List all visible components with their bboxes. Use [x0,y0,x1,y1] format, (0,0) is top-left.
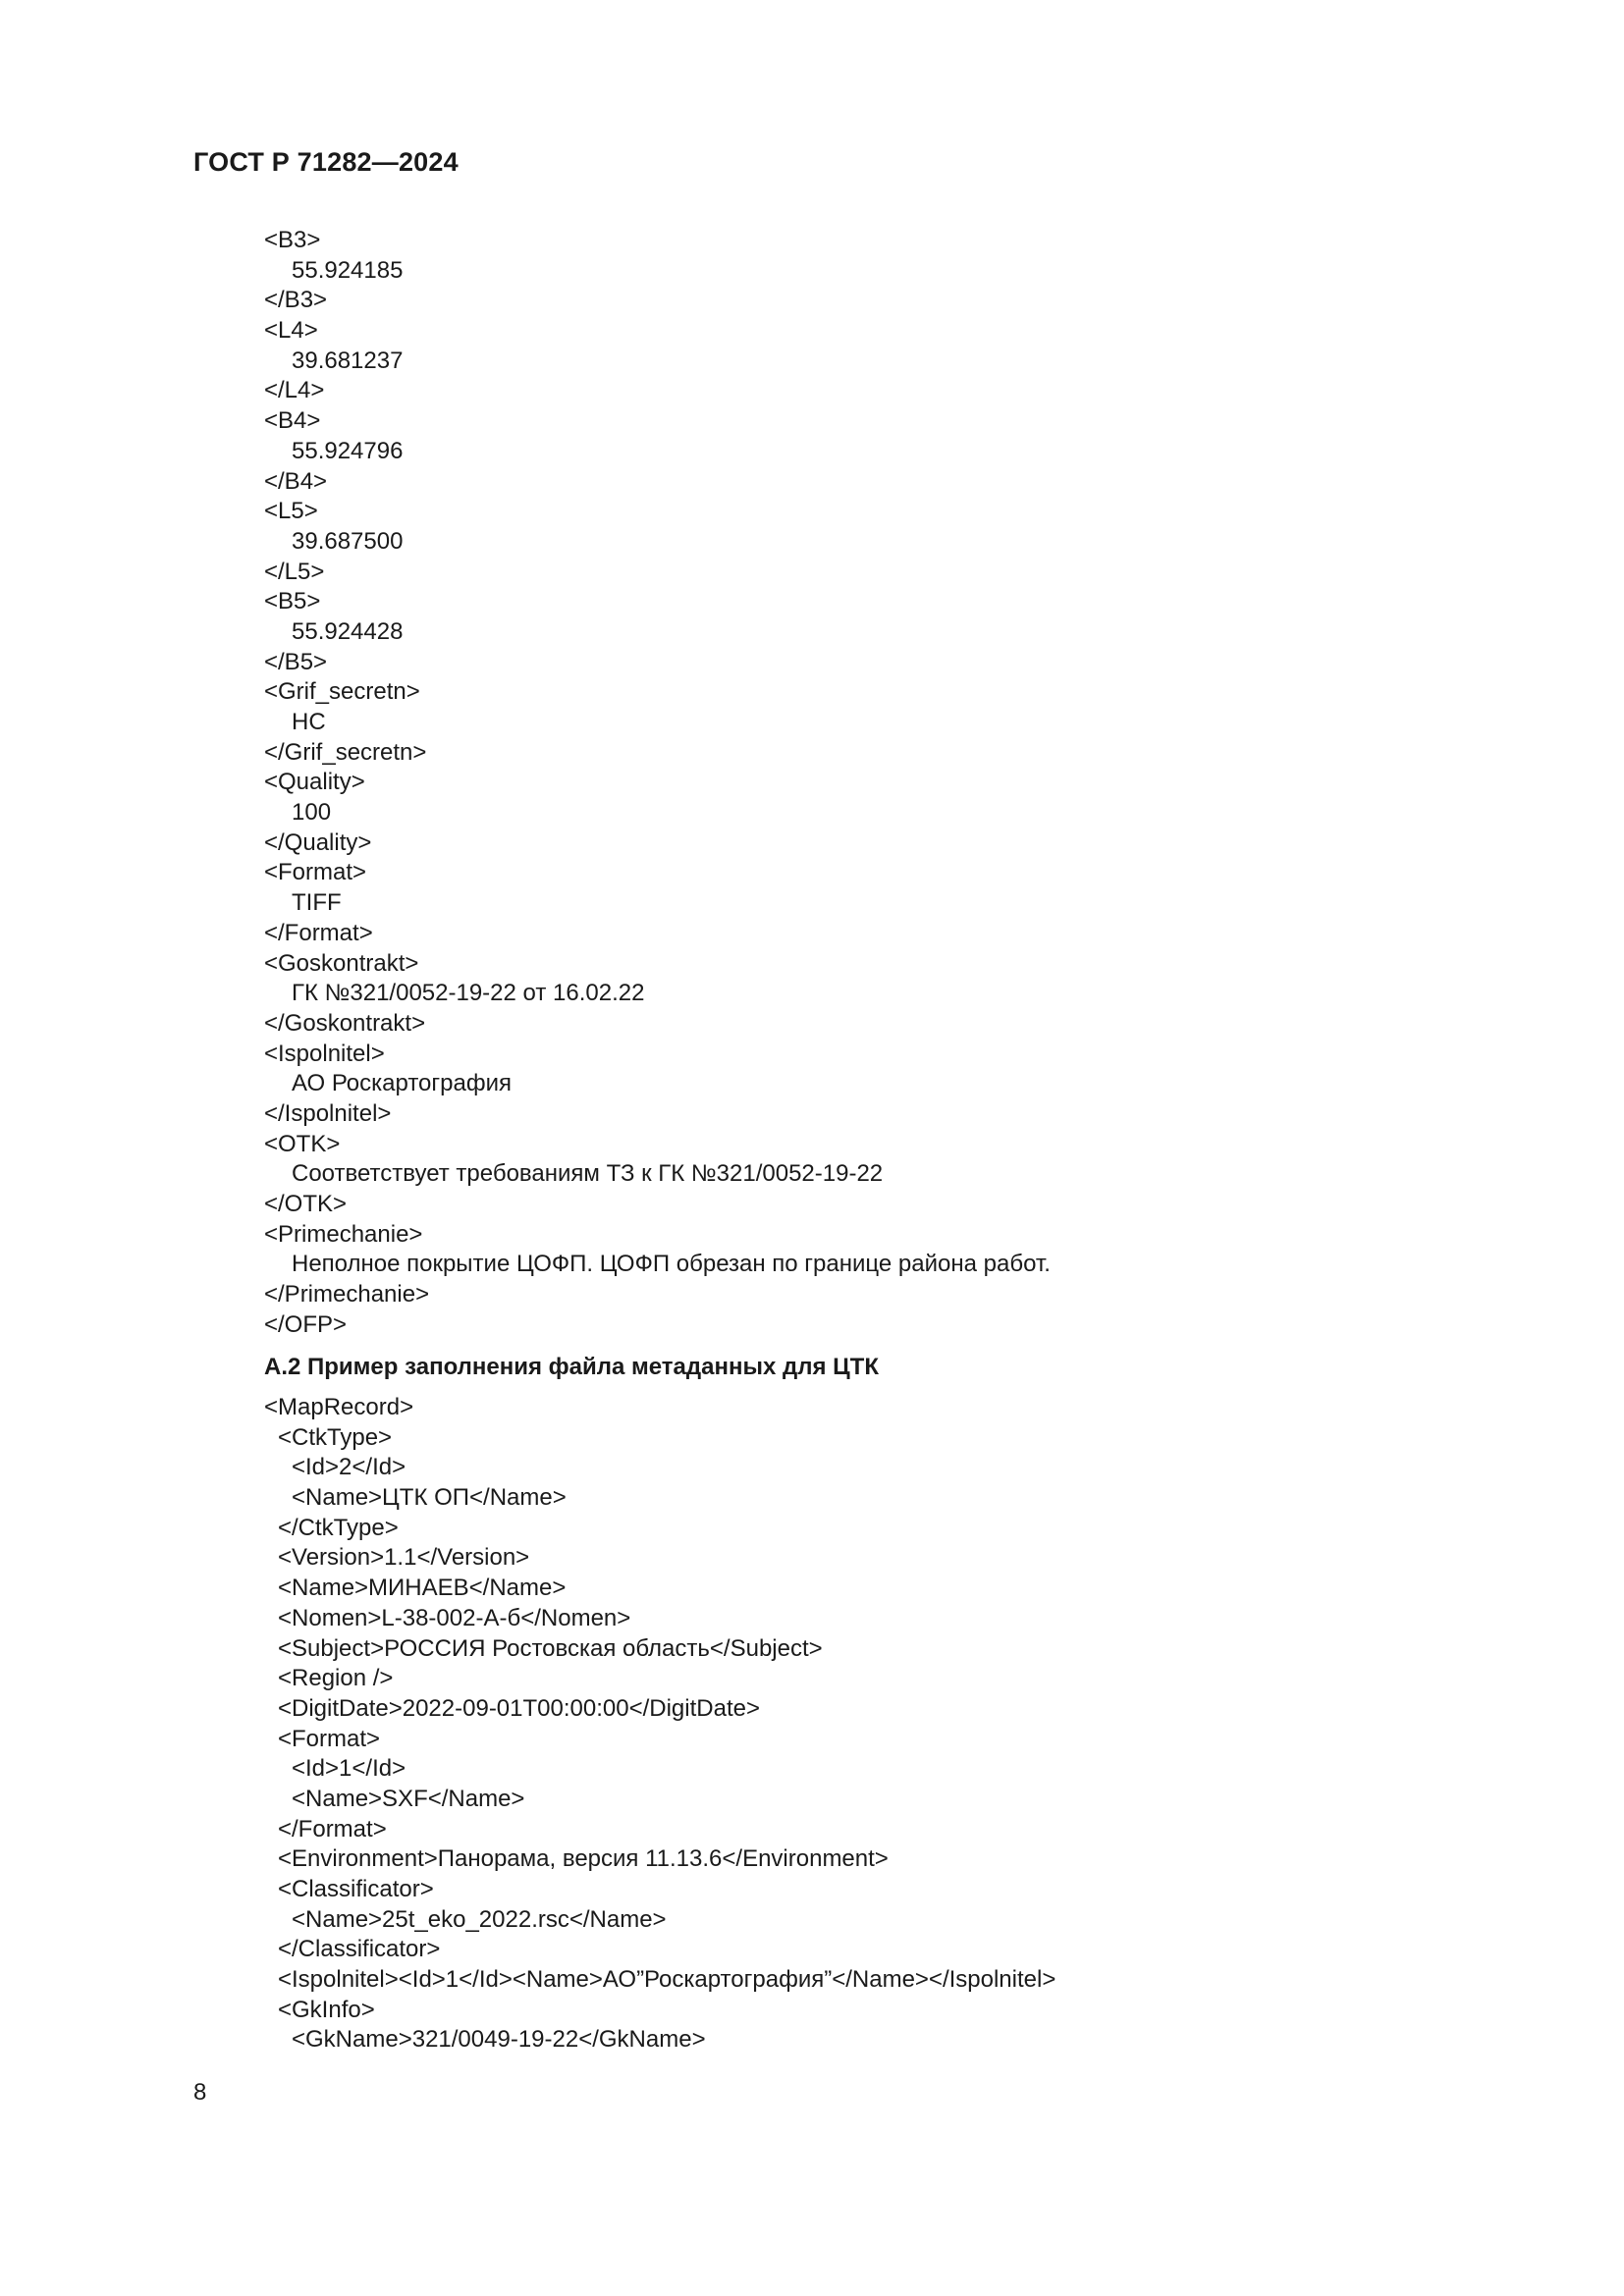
code-line: </L5> [264,558,325,585]
code-line: 55.924185 [292,256,404,284]
code-line: <Name>МИНАЕВ</Name> [278,1575,567,1602]
code-line: </Format> [264,919,373,946]
code-line: <CtkType> [278,1423,393,1451]
code-line: TIFF [292,889,342,917]
ctk-metadata-code-block [264,1393,1056,2056]
section-heading-a2: А.2 Пример заполнения файла метаданных для ЦТК [264,1354,879,1380]
code-line: <Nomen>L-38-002-А-б</Nomen> [278,1604,631,1631]
code-line: <Version>1.1</Version> [278,1544,530,1572]
code-line: <GkInfo> [278,1996,375,2023]
code-line: 100 [292,799,332,827]
code-line: <Id>2</Id> [292,1454,406,1481]
code-line: АО Роскартография [292,1070,512,1097]
code-line: </Grif_secretn> [264,738,427,766]
document-header: ГОСТ Р 71282—2024 [193,147,459,177]
code-line: <Name>SXF</Name> [292,1785,525,1812]
code-line: <Ispolnitel> [264,1040,385,1067]
code-line: <OTK> [264,1130,341,1157]
code-line: <Quality> [264,769,365,796]
code-line: <L4> [264,317,318,345]
code-line: <GkName>321/0049-19-22</GkName> [292,2026,706,2054]
code-line: </Classificator> [278,1936,441,1963]
code-line: 55.924428 [292,617,404,645]
code-line: </L4> [264,377,325,404]
code-line: </Ispolnitel> [264,1099,392,1127]
code-line: <Classificator> [278,1876,434,1902]
code-line: <Region /> [278,1665,394,1692]
code-line: Соответствует требованиям ТЗ к ГК №321/0052-19-22 [292,1160,884,1188]
code-line: <DigitDate>2022-09-01T00:00:00</DigitDate> [278,1694,760,1722]
code-line: 55.924796 [292,437,404,464]
code-line: <Id>1</Id> [292,1755,406,1783]
code-line: </B3> [264,287,328,314]
code-line: </Quality> [264,828,372,856]
code-line: <Name>25t_eko_2022.rsc</Name> [292,1905,667,1933]
code-line: <B3> [264,227,321,253]
code-line: </Primechanie> [264,1281,430,1308]
code-line: </OTK> [264,1191,348,1217]
code-line: <B4> [264,407,321,435]
code-line: НС [292,709,326,735]
code-line: <Grif_secretn> [264,678,420,706]
code-line: </Goskontrakt> [264,1009,426,1037]
ofp-metadata-code-block [264,226,1051,1340]
code-line: <Primechanie> [264,1220,423,1248]
code-line: </B5> [264,648,328,675]
code-line: <Goskontrakt> [264,949,419,977]
page-number: 8 [193,2079,207,2106]
code-line: </OFP> [264,1310,348,1338]
code-line: <B5> [264,588,321,615]
code-line: 39.681237 [292,347,404,374]
code-line: <Environment>Панорама, версия 11.13.6</Environment> [278,1845,889,1873]
code-line: </B4> [264,467,328,495]
code-line: <Format> [278,1725,381,1752]
code-line: 39.687500 [292,527,404,555]
code-line: <Subject>РОССИЯ Ростовская область</Subject> [278,1634,823,1662]
code-line: <Ispolnitel><Id>1</Id><Name>АО”Роскартография”</Name></Ispolnitel> [278,1966,1056,1994]
code-line: <Format> [264,859,367,886]
code-line: </CtkType> [278,1514,399,1541]
code-line: <L5> [264,498,318,525]
code-line: </Format> [278,1815,387,1842]
code-line: <MapRecord> [264,1394,414,1420]
code-line: <Name>ЦТК ОП</Name> [292,1484,567,1512]
code-line: ГК №321/0052-19-22 от 16.02.22 [292,980,645,1007]
code-line: Неполное покрытие ЦОФП. ЦОФП обрезан по границе района работ. [292,1251,1051,1278]
